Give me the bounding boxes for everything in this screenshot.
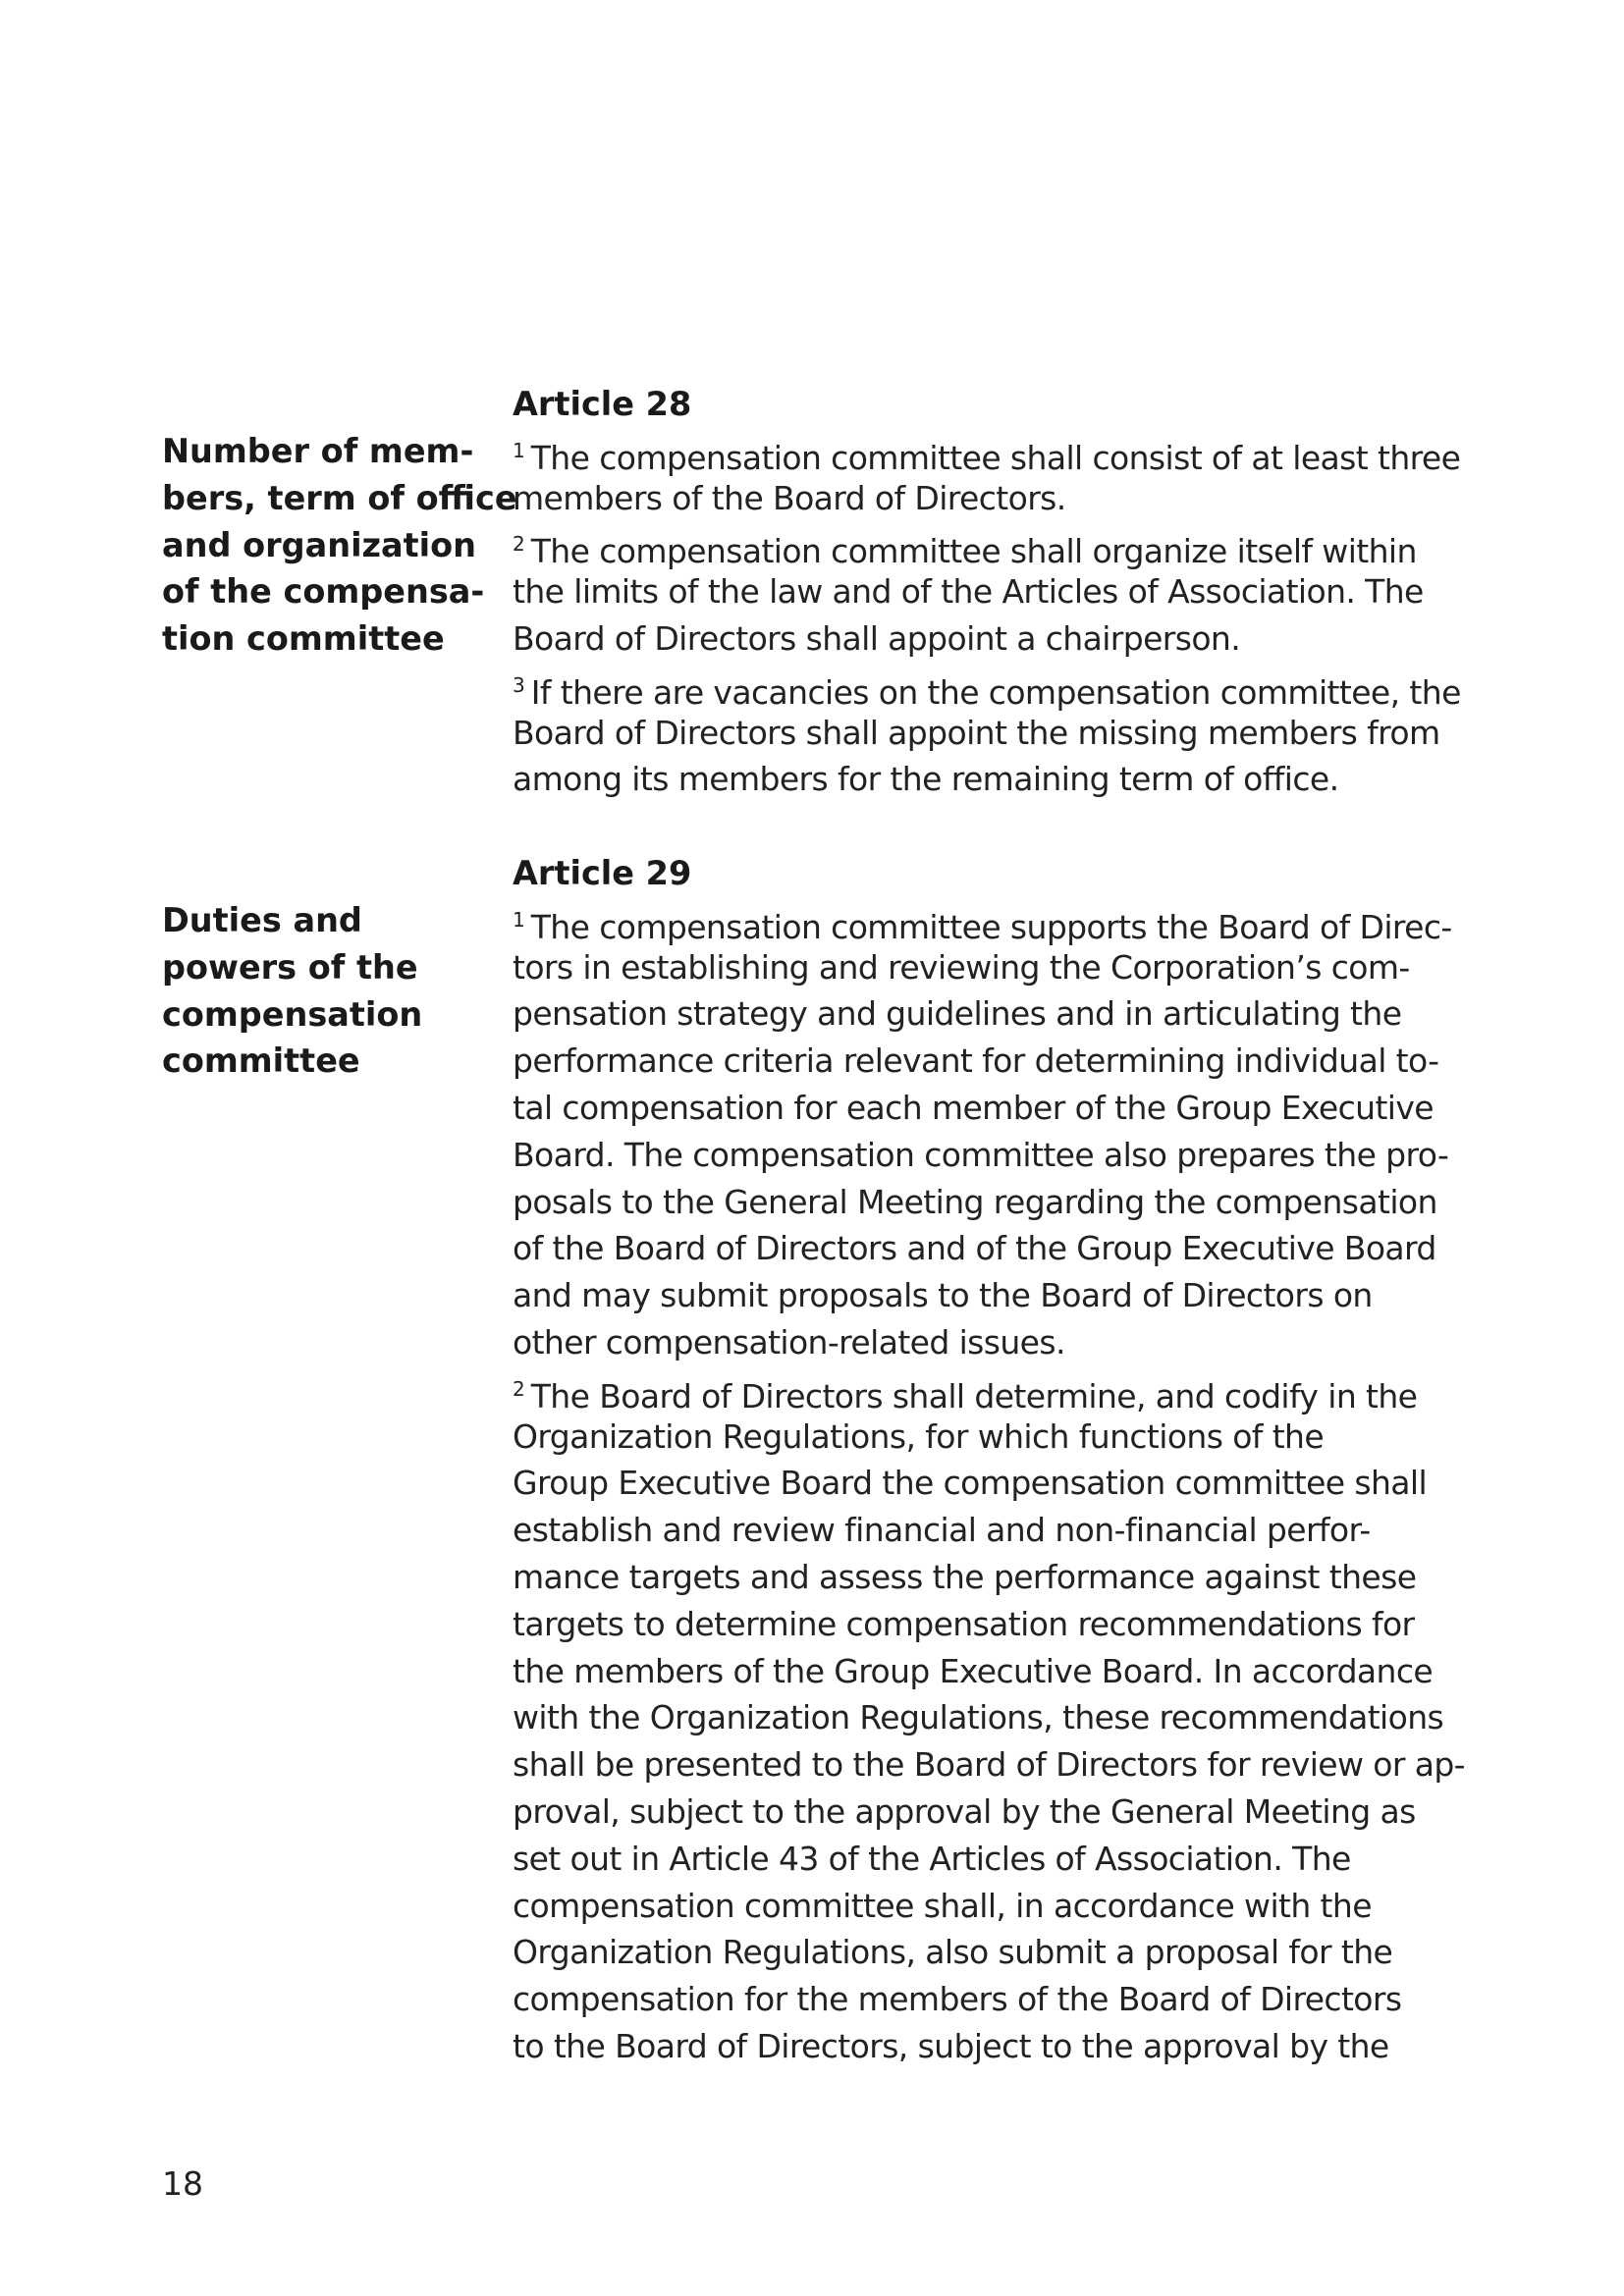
- paragraph-number: 2: [513, 532, 525, 557]
- paragraph-number: 2: [513, 1376, 525, 1401]
- paragraph-line: the limits of the law and of the Articles of Association. The: [513, 572, 1424, 612]
- article-title: Article 28: [513, 385, 692, 423]
- line-text: The compensation committee shall organize itself within: [530, 532, 1417, 571]
- paragraph-line: tal compensation for each member of the Group Executive: [513, 1088, 1434, 1127]
- line-text: The compensation committee supports the Board of Direc-: [530, 907, 1452, 946]
- paragraph-line: members of the Board of Directors.: [513, 478, 1066, 517]
- paragraph-line: [513, 897, 1494, 944]
- side-heading-line: of the compensa-: [162, 572, 485, 612]
- paragraph-line: posals to the General Meeting regarding the compensation: [513, 1182, 1437, 1221]
- paragraph-line: targets to determine compensation recommendations for: [513, 1604, 1415, 1643]
- page-number: 18: [162, 2164, 203, 2203]
- paragraph-line: shall be presented to the Board of Directors for review or ap-: [513, 1745, 1465, 1785]
- paragraph-line: [513, 663, 1494, 710]
- paragraph-line: other compensation-related issues.: [513, 1322, 1065, 1362]
- side-heading-line: compensation: [162, 994, 423, 1034]
- paragraph-number: 1: [513, 438, 525, 462]
- paragraph-line: proval, subject to the approval by the General Meeting as: [513, 1791, 1416, 1831]
- side-heading-line: committee: [162, 1041, 360, 1081]
- side-heading-line: Number of mem-: [162, 432, 474, 470]
- side-heading: [162, 428, 517, 663]
- side-heading-line: bers, term of office: [162, 478, 517, 517]
- paragraph-line: of the Board of Directors and of the Group Executive Board: [513, 1229, 1436, 1268]
- article-title: Article 29: [513, 854, 692, 892]
- paragraph-line: [513, 428, 1494, 475]
- line-text: The Board of Directors shall determine, and codify in the: [530, 1376, 1418, 1415]
- paragraph-line: the members of the Group Executive Board. In accordance: [513, 1651, 1434, 1690]
- line-text: The compensation committee shall consist of at least three: [530, 438, 1461, 477]
- paragraph-line: Organization Regulations, also submit a proposal for the: [513, 1933, 1393, 1972]
- side-heading-line: Duties and: [162, 901, 362, 939]
- paragraph-line: Group Executive Board the compensation committee shall: [513, 1464, 1428, 1503]
- article-body: [513, 381, 1494, 803]
- paragraph-line: with the Organization Regulations, these recommendations: [513, 1698, 1444, 1737]
- paragraph-line: and may submit proposals to the Board of Directors on: [513, 1276, 1373, 1315]
- paragraph-line: Board. The compensation committee also prepares the pro-: [513, 1135, 1449, 1174]
- paragraph-line: Organization Regulations, for which functions of the: [513, 1416, 1325, 1456]
- paragraph-line: pensation strategy and guidelines and in articulating the: [513, 994, 1402, 1034]
- paragraph-line: Board of Directors shall appoint a chairperson.: [513, 618, 1241, 658]
- paragraph-number: 1: [513, 907, 525, 932]
- paragraph-line: tors in establishing and reviewing the Corporation’s com-: [513, 947, 1410, 987]
- side-heading-line: and organization: [162, 525, 477, 564]
- side-heading: [162, 897, 511, 1085]
- side-heading-line: tion committee: [162, 619, 445, 659]
- paragraph-line: to the Board of Directors, subject to the approval by the: [513, 2026, 1389, 2065]
- paragraph-line: set out in Article 43 of the Articles of Association. The: [513, 1839, 1351, 1878]
- paragraph-number: 3: [513, 672, 525, 697]
- paragraph-line: compensation committee shall, in accordance with the: [513, 1886, 1372, 1925]
- paragraph-line: mance targets and assess the performance against these: [513, 1557, 1417, 1596]
- paragraph-line: performance criteria relevant for determining individual to-: [513, 1041, 1439, 1081]
- paragraph-line: [513, 1366, 1494, 1414]
- side-heading-line: powers of the: [162, 947, 418, 987]
- paragraph: [513, 663, 1494, 803]
- paragraph-line: among its members for the remaining term of office.: [513, 760, 1339, 799]
- paragraph-line: compensation for the members of the Board of Directors: [513, 1980, 1402, 2019]
- paragraph: [513, 521, 1494, 662]
- paragraph-line: [513, 521, 1494, 571]
- paragraph-line: Board of Directors shall appoint the missing members from: [513, 713, 1440, 752]
- paragraph-line: establish and review financial and non-financial perfor-: [513, 1511, 1371, 1550]
- paragraph: [513, 1366, 1494, 2070]
- paragraph: [513, 428, 1494, 522]
- paragraph: [513, 897, 1494, 1366]
- line-text: If there are vacancies on the compensation committee, the: [530, 672, 1461, 712]
- article-body: [513, 850, 1494, 2070]
